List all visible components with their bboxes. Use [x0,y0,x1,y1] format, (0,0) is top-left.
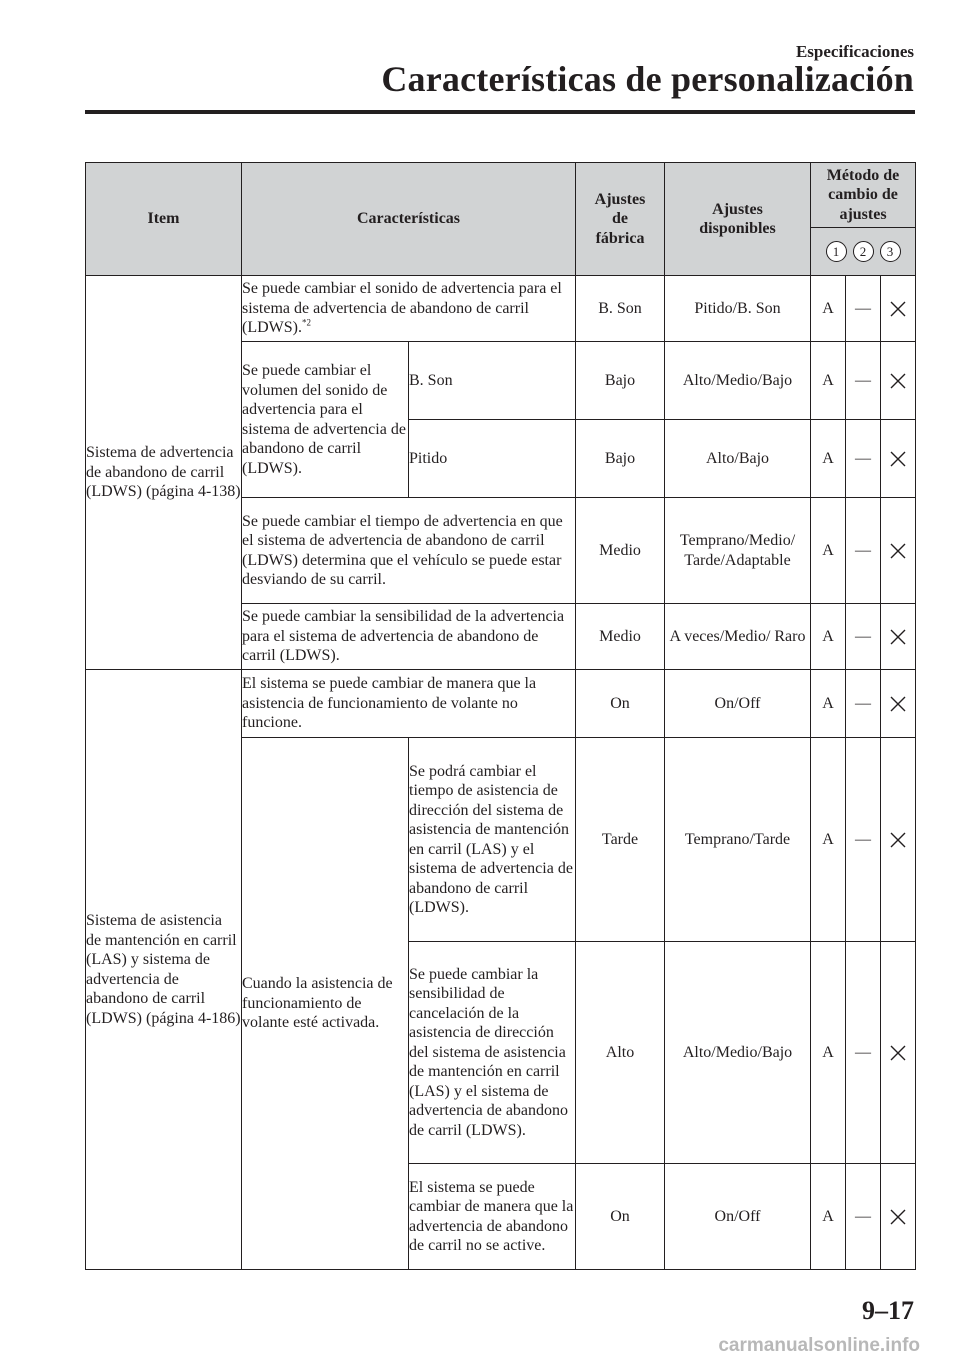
method-3-cell [881,276,916,342]
customization-table [85,162,916,1270]
feature-cell: Se puede cambiar el volumen del sonido de advertencia para el sistema de advertencia de abandono de carril (LDWS). [242,342,409,498]
available-cell: Alto/Medio/Bajo [665,942,811,1164]
x-mark-icon [889,450,907,468]
x-mark-icon [889,372,907,390]
method-1-cell: A [811,738,846,942]
sub-feature-cell: Se podrá cambiar el tiempo de asistencia de dirección del sistema de asistencia de mantención en carril (LAS) y el sistema de advertencia de abandono de carril (LDWS). [409,738,576,942]
factory-cell: Medio [576,604,665,670]
item-cell: Sistema de asistencia de mantención en carril (LAS) y sistema de advertencia de abandono de carril (LDWS) (página 4-186) [86,670,242,1270]
available-cell: On/Off [665,670,811,738]
x-mark-icon [889,542,907,560]
method-3-cell [881,420,916,498]
method-1-cell: A [811,604,846,670]
sub-feature-cell: B. Son [409,342,576,420]
method-2-cell: — [846,420,881,498]
method-2-cell: — [846,498,881,604]
footnote-ref: *2 [301,317,311,328]
method-3-cell [881,1164,916,1270]
method-1-cell: A [811,276,846,342]
x-mark-icon [889,695,907,713]
method-1-cell: A [811,342,846,420]
method-2-badge: 2 [853,241,874,262]
method-3-cell [881,670,916,738]
method-1-cell: A [811,670,846,738]
factory-cell: Bajo [576,342,665,420]
method-2-cell: — [846,942,881,1164]
available-cell: Temprano/Medio/ Tarde/Adaptable [665,498,811,604]
method-3-cell [881,498,916,604]
available-cell: Temprano/Tarde [665,738,811,942]
available-cell: Alto/Bajo [665,420,811,498]
section-label: Especificaciones [795,42,914,61]
feature-cell: Se puede cambiar el sonido de advertencia para el sistema de advertencia de abandono de carril (LDWS).$^{*2}$ [242,276,576,342]
header-method-numbers [811,228,916,276]
header-caracteristicas: Características [242,163,576,276]
available-cell: Alto/Medio/Bajo [665,342,811,420]
method-2-cell: — [846,1164,881,1270]
method-1-cell: A [811,942,846,1164]
title-rule [85,110,915,114]
sub-feature-cell: El sistema se puede cambiar de manera que la advertencia de abandono de carril no se active. [409,1164,576,1270]
method-1-badge: 1 [826,241,847,262]
header-metodo: Método de cambio de ajustes [811,163,916,228]
page-title: Características de personalización [381,59,914,99]
factory-cell: Alto [576,942,665,1164]
available-cell: On/Off [665,1164,811,1270]
header-ajustes-fabrica: Ajustes de fábrica [576,163,665,276]
x-mark-icon [889,1044,907,1062]
factory-cell: On [576,1164,665,1270]
sub-feature-cell: Pitido [409,420,576,498]
method-1-cell: A [811,498,846,604]
available-cell: A veces/Medio/ Raro [665,604,811,670]
feature-cell: El sistema se puede cambiar de manera que la asistencia de funcionamiento de volante no funcione. [242,670,576,738]
method-3-badge: 3 [880,241,901,262]
factory-cell: Bajo [576,420,665,498]
method-2-cell: — [846,670,881,738]
feature-cell: Se puede cambiar el tiempo de advertencia en que el sistema de advertencia de abandono de carril (LDWS) determina que el vehículo se puede estar desviando de su carril. [242,498,576,604]
method-2-cell: — [846,342,881,420]
sub-feature-cell: Se puede cambiar la sensibilidad de cancelación de la asistencia de dirección del sistema de asistencia de mantención en carril (LAS) y el sistema de advertencia de abandono de carril (LDWS). [409,942,576,1164]
item-cell: Sistema de advertencia de abandono de carril (LDWS) (página 4-138) [86,276,242,670]
x-mark-icon [889,628,907,646]
x-mark-icon [889,1208,907,1226]
method-2-cell: — [846,604,881,670]
method-3-cell [881,342,916,420]
x-mark-icon [889,300,907,318]
table-row [86,670,916,738]
factory-cell: Medio [576,498,665,604]
method-2-cell: — [846,738,881,942]
page-number: 9–17 [862,1296,914,1325]
header-ajustes-disponibles: Ajustes disponibles [665,163,811,276]
method-3-cell [881,942,916,1164]
method-1-cell: A [811,420,846,498]
available-cell: Pitido/B. Son [665,276,811,342]
x-mark-icon [889,831,907,849]
factory-cell: B. Son [576,276,665,342]
feature-cell: Se puede cambiar la sensibilidad de la advertencia para el sistema de advertencia de abandono de carril (LDWS). [242,604,576,670]
method-3-cell [881,604,916,670]
factory-cell: Tarde [576,738,665,942]
method-1-cell: A [811,1164,846,1270]
table-row [86,276,916,342]
feature-cell: Cuando la asistencia de funcionamiento de volante esté activada. [242,738,409,1270]
header-item: Item [86,163,242,276]
method-3-cell [881,738,916,942]
factory-cell: On [576,670,665,738]
watermark-link[interactable]: carmanualsonline.info [718,1335,920,1356]
method-2-cell: — [846,276,881,342]
